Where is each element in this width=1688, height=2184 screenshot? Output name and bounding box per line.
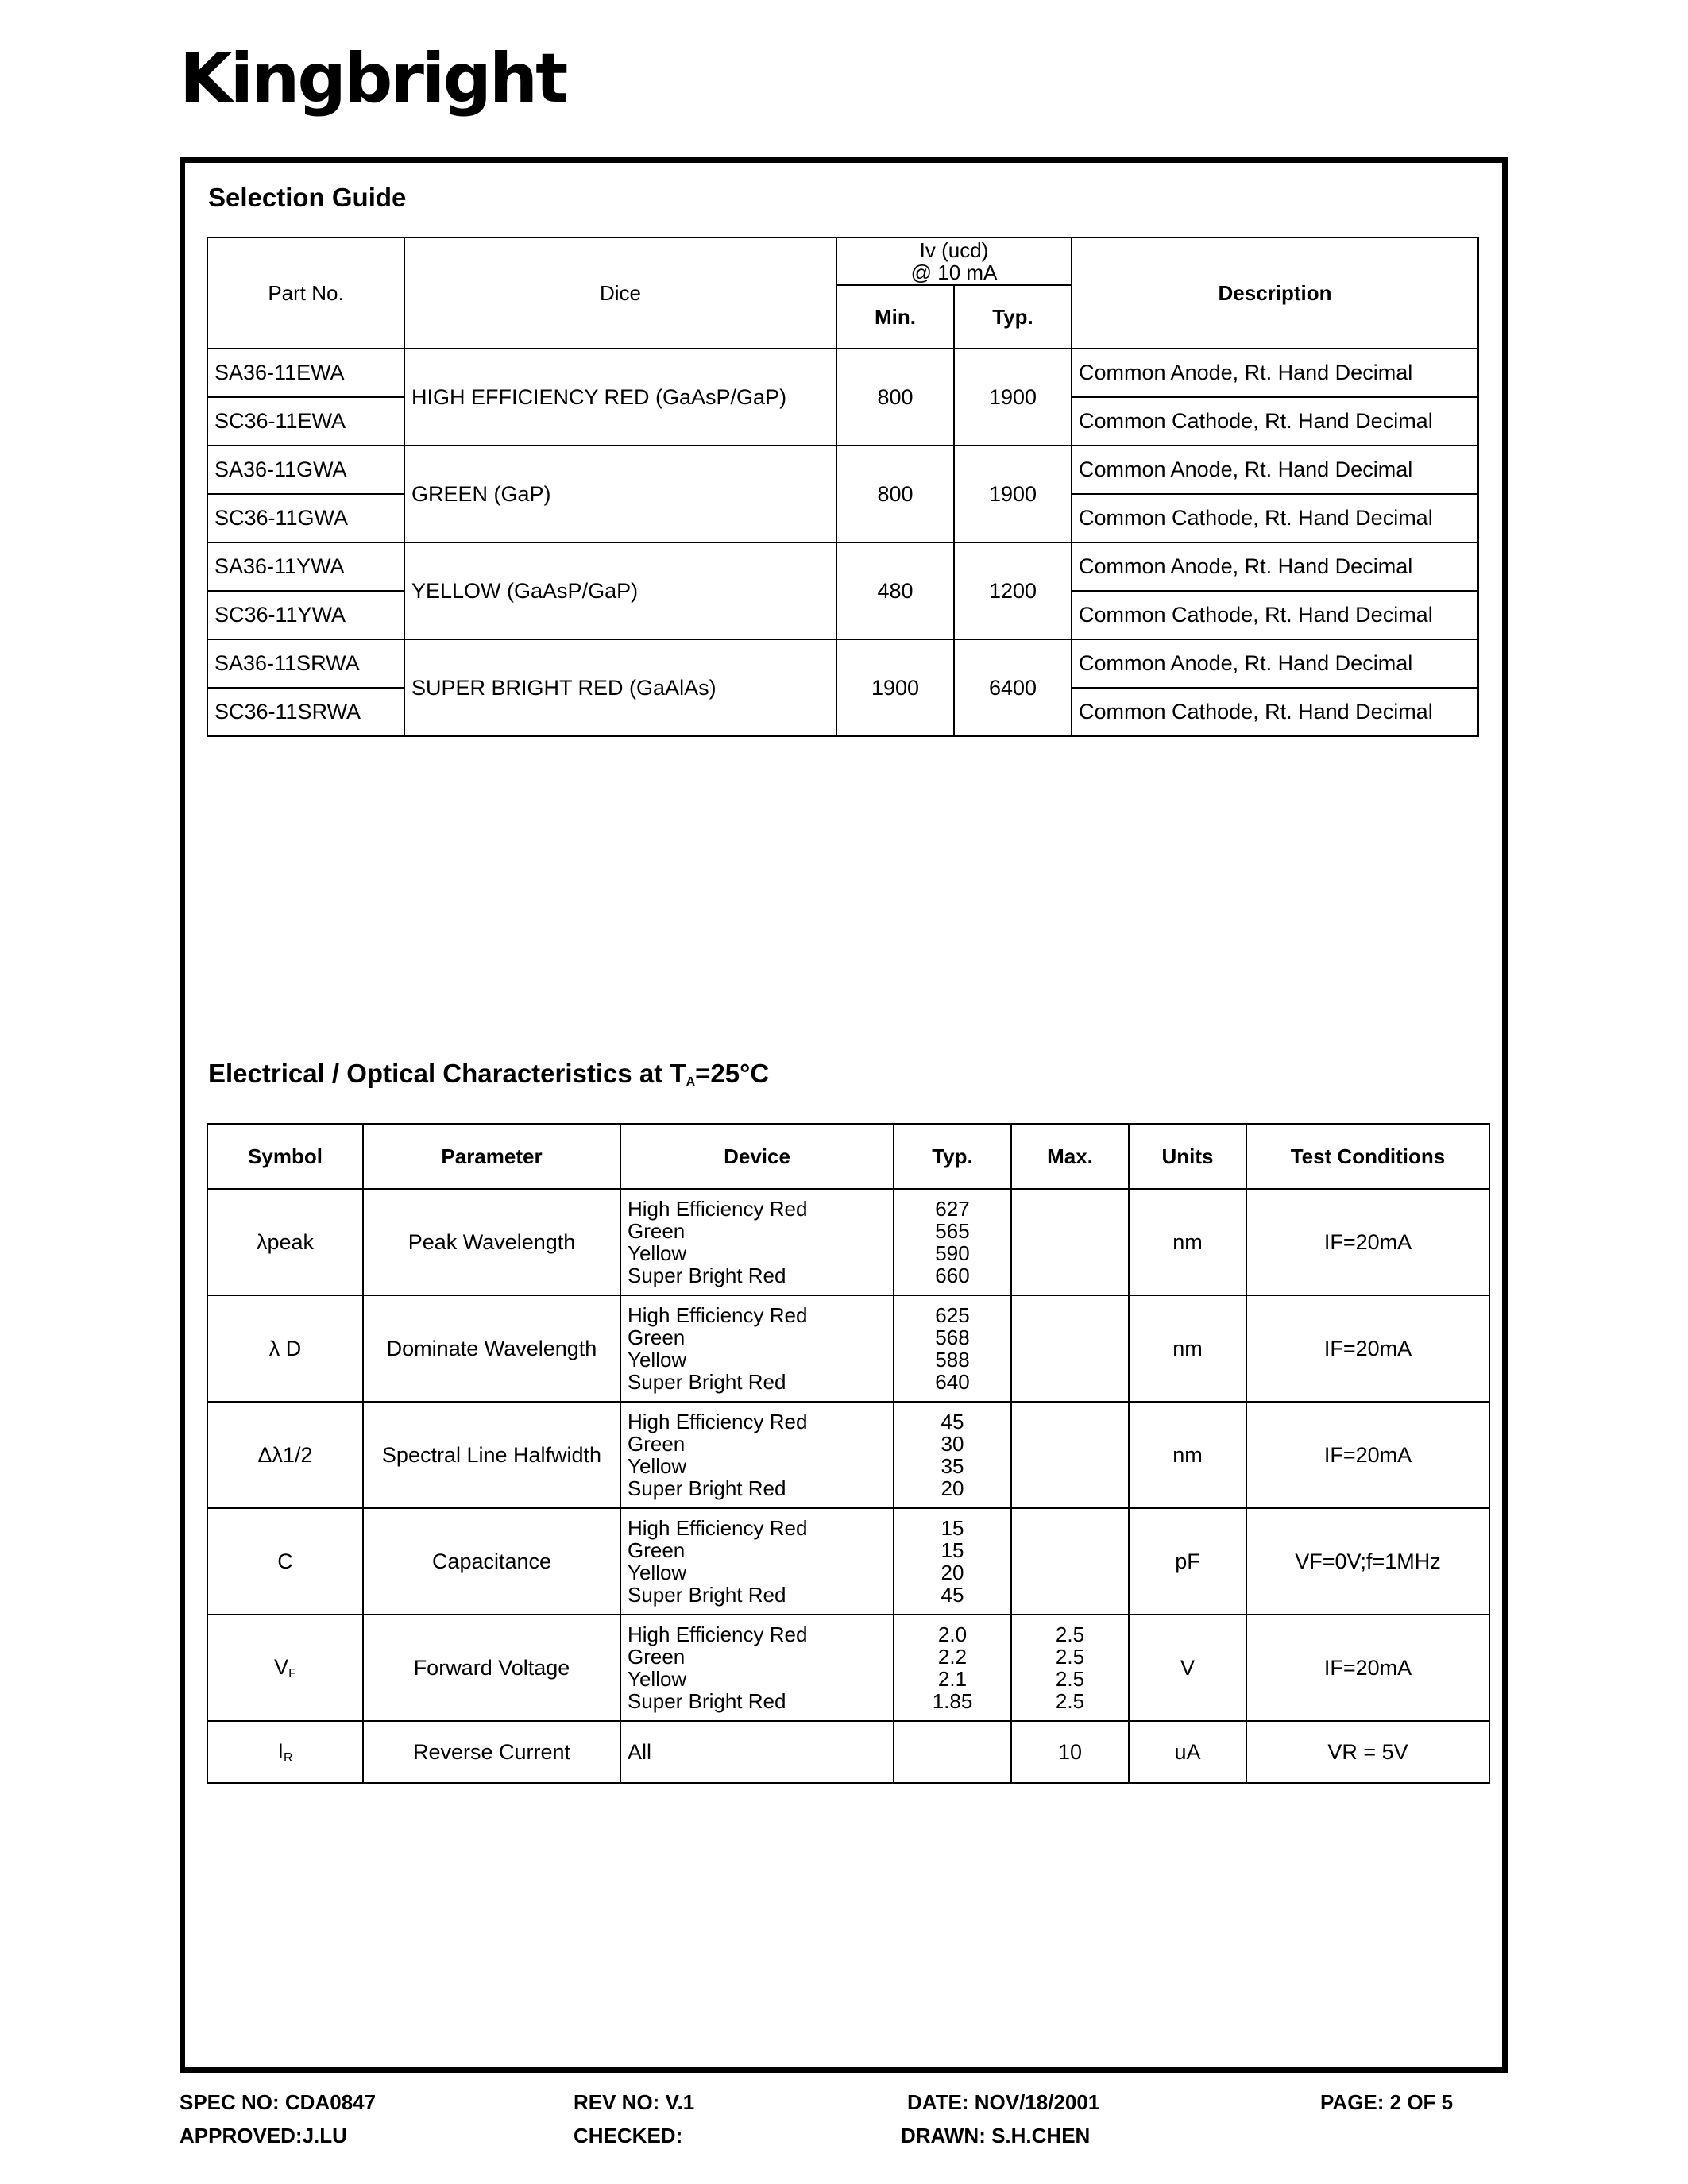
table-row	[207, 542, 1478, 591]
typ-cell-line: 15	[941, 1516, 964, 1540]
units-cell: pF	[1129, 1508, 1246, 1615]
part-number-cell: SC36-11EWA	[207, 397, 404, 446]
test-conditions-cell: IF=20mA	[1246, 1189, 1489, 1295]
typ-cell-line: 625	[935, 1303, 970, 1327]
part-number-cell: SA36-11SRWA	[207, 639, 404, 688]
description-cell: Common Anode, Rt. Hand Decimal	[1072, 349, 1478, 397]
characteristics-title-sub: A	[686, 1075, 696, 1089]
device-cell: All	[620, 1721, 894, 1783]
device-cell-line: Green	[628, 1219, 686, 1243]
device-cell-line: High Efficiency Red	[628, 1303, 808, 1327]
typ-cell-stack	[894, 1198, 1010, 1287]
parameter-cell: Capacitance	[363, 1508, 620, 1615]
part-number-cell: SC36-11YWA	[207, 591, 404, 639]
units-cell: uA	[1129, 1721, 1246, 1783]
footer-spec-no: SPEC NO: CDA0847	[180, 2090, 377, 2114]
footer-checked: CHECKED:	[574, 2124, 683, 2147]
header-max: Max.	[1011, 1124, 1129, 1189]
description-cell: Common Cathode, Rt. Hand Decimal	[1072, 688, 1478, 736]
device-cell-line: Yellow	[628, 1561, 687, 1584]
symbol-text: C	[277, 1549, 293, 1573]
max-cell	[1011, 1295, 1129, 1402]
max-cell-line: 2.5	[1055, 1689, 1085, 1713]
symbol-subscript: F	[288, 1666, 296, 1680]
parameter-cell: Dominate Wavelength	[363, 1295, 620, 1402]
parameter-cell: Peak Wavelength	[363, 1189, 620, 1295]
dice-cell: GREEN (GaP)	[404, 446, 836, 542]
footer-page: PAGE: 2 OF 5	[1320, 2090, 1454, 2114]
device-cell-line: Yellow	[628, 1667, 687, 1691]
device-cell-line: Green	[628, 1432, 686, 1456]
device-cell	[620, 1615, 894, 1721]
typ-cell-line: 627	[935, 1197, 970, 1221]
test-conditions-cell: VR = 5V	[1246, 1721, 1489, 1783]
typ-cell	[894, 1615, 1011, 1721]
header-description: Description	[1072, 237, 1478, 349]
device-cell-line: Super Bright Red	[628, 1476, 786, 1500]
max-cell	[1011, 1615, 1129, 1721]
typ-cell-stack	[894, 1517, 1010, 1606]
dice-cell: HIGH EFFICIENCY RED (GaAsP/GaP)	[404, 349, 836, 446]
iv-min-cell: 800	[836, 349, 954, 446]
device-cell-line: High Efficiency Red	[628, 1197, 808, 1221]
dice-cell: YELLOW (GaAsP/GaP)	[404, 542, 836, 639]
typ-cell-line: 640	[935, 1370, 970, 1394]
dice-cell: SUPER BRIGHT RED (GaAlAs)	[404, 639, 836, 736]
device-cell-line: Yellow	[628, 1454, 687, 1478]
units-cell: nm	[1129, 1189, 1246, 1295]
units-cell: V	[1129, 1615, 1246, 1721]
part-number-cell: SA36-11YWA	[207, 542, 404, 591]
device-cell-line: Super Bright Red	[628, 1689, 786, 1713]
device-cell-stack	[628, 1623, 893, 1712]
table-row	[207, 1721, 1489, 1783]
symbol-cell	[207, 1721, 363, 1783]
device-cell	[620, 1508, 894, 1615]
symbol-text: I	[277, 1738, 284, 1763]
description-cell: Common Cathode, Rt. Hand Decimal	[1072, 494, 1478, 542]
parameter-cell: Forward Voltage	[363, 1615, 620, 1721]
description-cell: Common Anode, Rt. Hand Decimal	[1072, 542, 1478, 591]
table-row	[207, 1189, 1489, 1295]
header-parameter: Parameter	[363, 1124, 620, 1189]
typ-cell-line: 568	[935, 1325, 970, 1349]
iv-min-cell: 1900	[836, 639, 954, 736]
typ-cell	[894, 1721, 1011, 1783]
table-row	[207, 1402, 1489, 1508]
typ-cell	[894, 1402, 1011, 1508]
table-row	[207, 1615, 1489, 1721]
part-number-cell: SC36-11SRWA	[207, 688, 404, 736]
typ-cell-line: 565	[935, 1219, 970, 1243]
symbol-cell	[207, 1508, 363, 1615]
device-cell-line: High Efficiency Red	[628, 1623, 808, 1646]
part-number-cell: SA36-11EWA	[207, 349, 404, 397]
typ-cell-line: 2.2	[937, 1645, 968, 1669]
max-cell-line: 2.5	[1055, 1645, 1085, 1669]
typ-cell-line: 20	[941, 1476, 964, 1500]
header-typ: Typ.	[954, 285, 1072, 349]
device-cell-line: High Efficiency Red	[628, 1410, 808, 1433]
typ-cell-line: 1.85	[932, 1689, 973, 1713]
header-dice: Dice	[404, 237, 836, 349]
device-cell	[620, 1295, 894, 1402]
header-units: Units	[1129, 1124, 1246, 1189]
header-device: Device	[620, 1124, 894, 1189]
table-row	[207, 349, 1478, 397]
typ-cell-line: 2.1	[937, 1667, 968, 1691]
selection-guide-table	[207, 237, 1479, 737]
table-row	[207, 639, 1478, 688]
max-cell-line: 2.5	[1055, 1667, 1085, 1691]
device-cell-line: Yellow	[628, 1241, 687, 1265]
footer-date: DATE: NOV/18/2001	[907, 2090, 1100, 2114]
max-cell	[1011, 1402, 1129, 1508]
typ-cell-line: 35	[941, 1454, 964, 1478]
units-cell: nm	[1129, 1402, 1246, 1508]
part-number-cell: SC36-11GWA	[207, 494, 404, 542]
characteristics-title	[208, 1059, 769, 1090]
iv-typ-cell: 1200	[954, 542, 1072, 639]
parameter-cell: Reverse Current	[363, 1721, 620, 1783]
max-cell-stack	[1012, 1623, 1128, 1712]
typ-cell-line: 588	[935, 1348, 970, 1372]
device-cell-stack	[628, 1198, 893, 1287]
selection-guide-title: Selection Guide	[208, 183, 407, 212]
max-cell: 10	[1011, 1721, 1129, 1783]
brand-logo: Kingbright	[180, 39, 566, 118]
iv-min-cell: 800	[836, 446, 954, 542]
device-cell-stack	[628, 1517, 893, 1606]
symbol-subscript: R	[283, 1750, 293, 1765]
table-row	[207, 446, 1478, 494]
description-cell: Common Anode, Rt. Hand Decimal	[1072, 446, 1478, 494]
max-cell	[1011, 1508, 1129, 1615]
typ-cell-line: 590	[935, 1241, 970, 1265]
typ-cell-line: 2.0	[937, 1623, 968, 1646]
footer-approved: APPROVED:J.LU	[180, 2124, 347, 2147]
device-cell-line: Yellow	[628, 1348, 687, 1372]
header-test-conditions: Test Conditions	[1246, 1124, 1489, 1189]
typ-cell-line: 20	[941, 1561, 964, 1584]
header-iv-line1: Iv (ucd)	[919, 238, 989, 262]
description-cell: Common Anode, Rt. Hand Decimal	[1072, 639, 1478, 688]
typ-cell-line: 15	[941, 1538, 964, 1562]
device-cell	[620, 1402, 894, 1508]
table-row	[207, 1508, 1489, 1615]
characteristics-title-end: =25°C	[695, 1059, 770, 1088]
symbol-text: λ D	[268, 1336, 302, 1360]
typ-cell	[894, 1295, 1011, 1402]
iv-typ-cell: 6400	[954, 639, 1072, 736]
iv-typ-cell: 1900	[954, 446, 1072, 542]
device-cell-stack	[628, 1304, 893, 1393]
selection-guide-body	[207, 349, 1478, 736]
typ-cell	[894, 1508, 1011, 1615]
typ-cell-line: 45	[941, 1410, 964, 1433]
header-typ: Typ.	[894, 1124, 1011, 1189]
test-conditions-cell: IF=20mA	[1246, 1295, 1489, 1402]
test-conditions-cell: VF=0V;f=1MHz	[1246, 1508, 1489, 1615]
units-cell: nm	[1129, 1295, 1246, 1402]
device-cell-line: Green	[628, 1538, 686, 1562]
device-cell	[620, 1189, 894, 1295]
max-cell-line: 2.5	[1055, 1623, 1085, 1646]
header-iv	[836, 237, 1072, 285]
description-cell: Common Cathode, Rt. Hand Decimal	[1072, 397, 1478, 446]
parameter-cell: Spectral Line Halfwidth	[363, 1402, 620, 1508]
description-cell: Common Cathode, Rt. Hand Decimal	[1072, 591, 1478, 639]
typ-cell-line: 660	[935, 1264, 970, 1287]
typ-cell-line: 30	[941, 1432, 964, 1456]
typ-cell	[894, 1189, 1011, 1295]
symbol-text: V	[274, 1654, 289, 1679]
typ-cell-line: 45	[941, 1583, 964, 1607]
symbol-cell	[207, 1402, 363, 1508]
device-cell-line: Green	[628, 1645, 686, 1669]
typ-cell-stack	[894, 1304, 1010, 1393]
symbol-cell	[207, 1295, 363, 1402]
device-cell-line: Super Bright Red	[628, 1264, 786, 1287]
device-cell-line: Green	[628, 1325, 686, 1349]
test-conditions-cell: IF=20mA	[1246, 1615, 1489, 1721]
header-symbol: Symbol	[207, 1124, 363, 1189]
part-number-cell: SA36-11GWA	[207, 446, 404, 494]
max-cell	[1011, 1189, 1129, 1295]
header-part-no: Part No.	[207, 237, 404, 349]
header-min: Min.	[836, 285, 954, 349]
typ-cell-stack	[894, 1623, 1010, 1712]
symbol-cell	[207, 1189, 363, 1295]
header-iv-line2: @ 10 mA	[910, 260, 998, 284]
typ-cell-stack	[894, 1410, 1010, 1499]
characteristics-table	[207, 1123, 1490, 1784]
device-cell-line: High Efficiency Red	[628, 1516, 808, 1540]
iv-typ-cell: 1900	[954, 349, 1072, 446]
device-cell-stack	[628, 1410, 893, 1499]
device-cell-line: Super Bright Red	[628, 1583, 786, 1607]
test-conditions-cell: IF=20mA	[1246, 1402, 1489, 1508]
footer-rev-no: REV NO: V.1	[574, 2090, 695, 2114]
table-row	[207, 1295, 1489, 1402]
characteristics-title-main: Electrical / Optical Characteristics at T	[208, 1059, 686, 1088]
symbol-text: λpeak	[256, 1229, 315, 1254]
iv-min-cell: 480	[836, 542, 954, 639]
device-cell-line: Super Bright Red	[628, 1370, 786, 1394]
characteristics-body	[207, 1189, 1489, 1783]
symbol-cell	[207, 1615, 363, 1721]
footer-drawn: DRAWN: S.H.CHEN	[901, 2124, 1091, 2147]
symbol-text: Δλ1/2	[257, 1442, 313, 1467]
